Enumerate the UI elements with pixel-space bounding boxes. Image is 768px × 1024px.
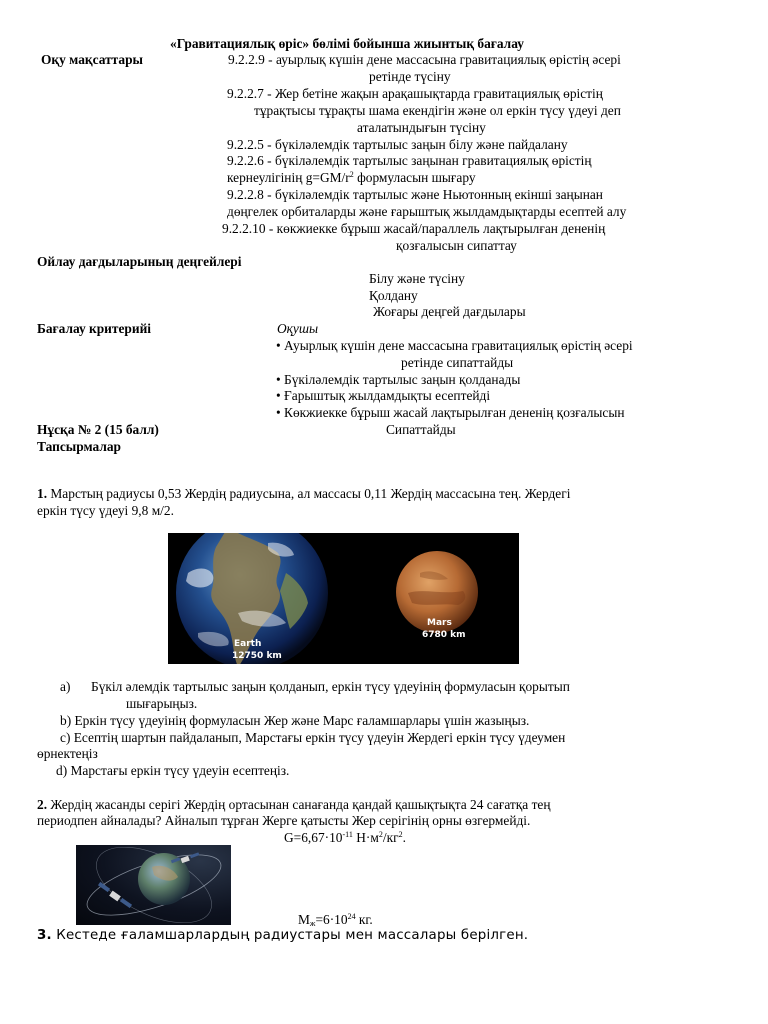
objective-line: 9.2.2.5 - бүкіләлемдік тартылыс заңын білу және пайдалану <box>227 137 568 152</box>
criteria-item: • Ауырлық күшін дене массасына гравитациялық өрістің әсері <box>276 338 633 353</box>
mars-name-label: Mars <box>427 618 452 628</box>
objectives-label: Оқу мақсаттары <box>41 52 143 67</box>
objective-line: 9.2.2.10 - көкжиекке бұрыш жасай/параллель лақтырылған дененің <box>222 221 606 236</box>
objective-line: 9.2.2.9 - ауырлық күшін дене массасына гравитациялық өрістің әсері <box>228 52 621 67</box>
task1-line: 1. Марстың радиусы 0,53 Жердің радиусына, ал массасы 0,11 Жердің массасына тең. Жердегі <box>37 486 571 501</box>
gravitational-constant: $G=6,67\cdot 10^{-11}$ $Н\cdot м^2/кг^2$. <box>284 830 406 845</box>
task2-line: периодпен айналады? Айналып тұрған Жерге қатысты Жер серігінің орны өзгермейді. <box>37 813 531 828</box>
objective-line: тұрақтысы тұрақты шама екендігін және ол еркін түсу үдеуі деп <box>254 103 621 118</box>
criteria-item: • Көкжиекке бұрыш жасай лақтырылған дененің қозғалысын <box>276 405 625 420</box>
task2-line: 2. Жердің жасанды серігі Жердің ортасынан санағанда қандай қашықтықта 24 сағатқа тең <box>37 797 551 812</box>
objective-line: 9.2.2.8 - бүкіләлемдік тартылыс және Ньютонның екінші заңынан <box>227 187 603 202</box>
task1-line: еркін түсу үдеуі 9,8 м/2. <box>37 503 174 518</box>
objective-line: 9.2.2.6 - бүкіләлемдік тартылыс заңынан гравитациялық өрістің <box>227 153 592 168</box>
subtask-b: b) Еркін түсу үдеуінің формуласын Жер және Марс ғаламшарлары үшін жазыңыз. <box>60 713 530 728</box>
objective-line: дөңгелек орбиталарды және ғарыштық жылдамдықтарды есептей алу <box>227 204 627 219</box>
earth-mars-image <box>168 533 519 664</box>
thinking-level: Білу және түсіну <box>369 271 465 286</box>
subtask-a-cont: шығарыңыз. <box>126 696 198 711</box>
earth-mass: $M_ж=6\cdot 10^{24}$ кг. <box>298 912 373 928</box>
subtask-a: Бүкіл әлемдік тартылыс заңын қолданып, еркін түсу үдеуінің формуласын қорытып <box>91 679 570 694</box>
subtask-a-label: a) <box>60 679 71 694</box>
subtask-d: d) Марстағы еркін түсу үдеуін есептеңіз. <box>56 763 290 778</box>
satellite-icon <box>98 882 132 908</box>
objective-line: аталатындығын түсіну <box>357 120 486 135</box>
objective-formula-line: кернеулігінің $g=GM/r^2$ формуласын шығару <box>227 170 476 185</box>
tasks-label: Тапсырмалар <box>37 439 121 454</box>
variant-label: Нұсқа № 2 (15 балл) <box>37 422 159 437</box>
satellite-image <box>76 845 231 925</box>
subtask-c: c) Есептің шартын пайдаланып, Марстағы еркін түсу үдеуін Жердегі еркін түсу үдеумен <box>60 730 566 745</box>
satellite-illustration <box>76 845 231 925</box>
thinking-levels-label: Ойлау дағдыларының деңгейлері <box>37 254 242 269</box>
page-title: «Гравитациялық өріс» бөлімі бойынша жиынтық бағалау <box>170 36 524 51</box>
criteria-item: • Ғарыштық жылдамдықты есептейді <box>276 388 491 403</box>
task3-line: 3. Кестеде ғаламшарлардың радиустары мен массалары берілген. <box>37 928 529 943</box>
criteria-item: ретінде сипаттайды <box>401 355 514 370</box>
criteria-label: Бағалау критерийі <box>37 321 152 336</box>
thinking-level: Жоғары деңгей дағдылары <box>373 304 526 319</box>
criteria-item: Сипаттайды <box>386 422 456 437</box>
thinking-level: Қолдану <box>369 288 418 303</box>
mars-size-label: 6780 km <box>422 630 466 640</box>
objective-line: қозғалысын сипаттау <box>396 238 517 253</box>
objective-line: 9.2.2.7 - Жер бетіне жақын арақашықтарда гравитациялық өрістің <box>227 86 603 101</box>
earth-name-label: Earth <box>234 639 262 649</box>
criteria-student: Оқушы <box>277 321 319 336</box>
planets-illustration <box>168 533 519 664</box>
criteria-item: • Бүкіләлемдік тартылыс заңын қолданады <box>276 372 521 387</box>
earth-size-label: 12750 km <box>232 651 282 661</box>
subtask-c-cont: өрнектеңіз <box>37 746 98 761</box>
objective-line: ретінде түсіну <box>369 69 451 84</box>
